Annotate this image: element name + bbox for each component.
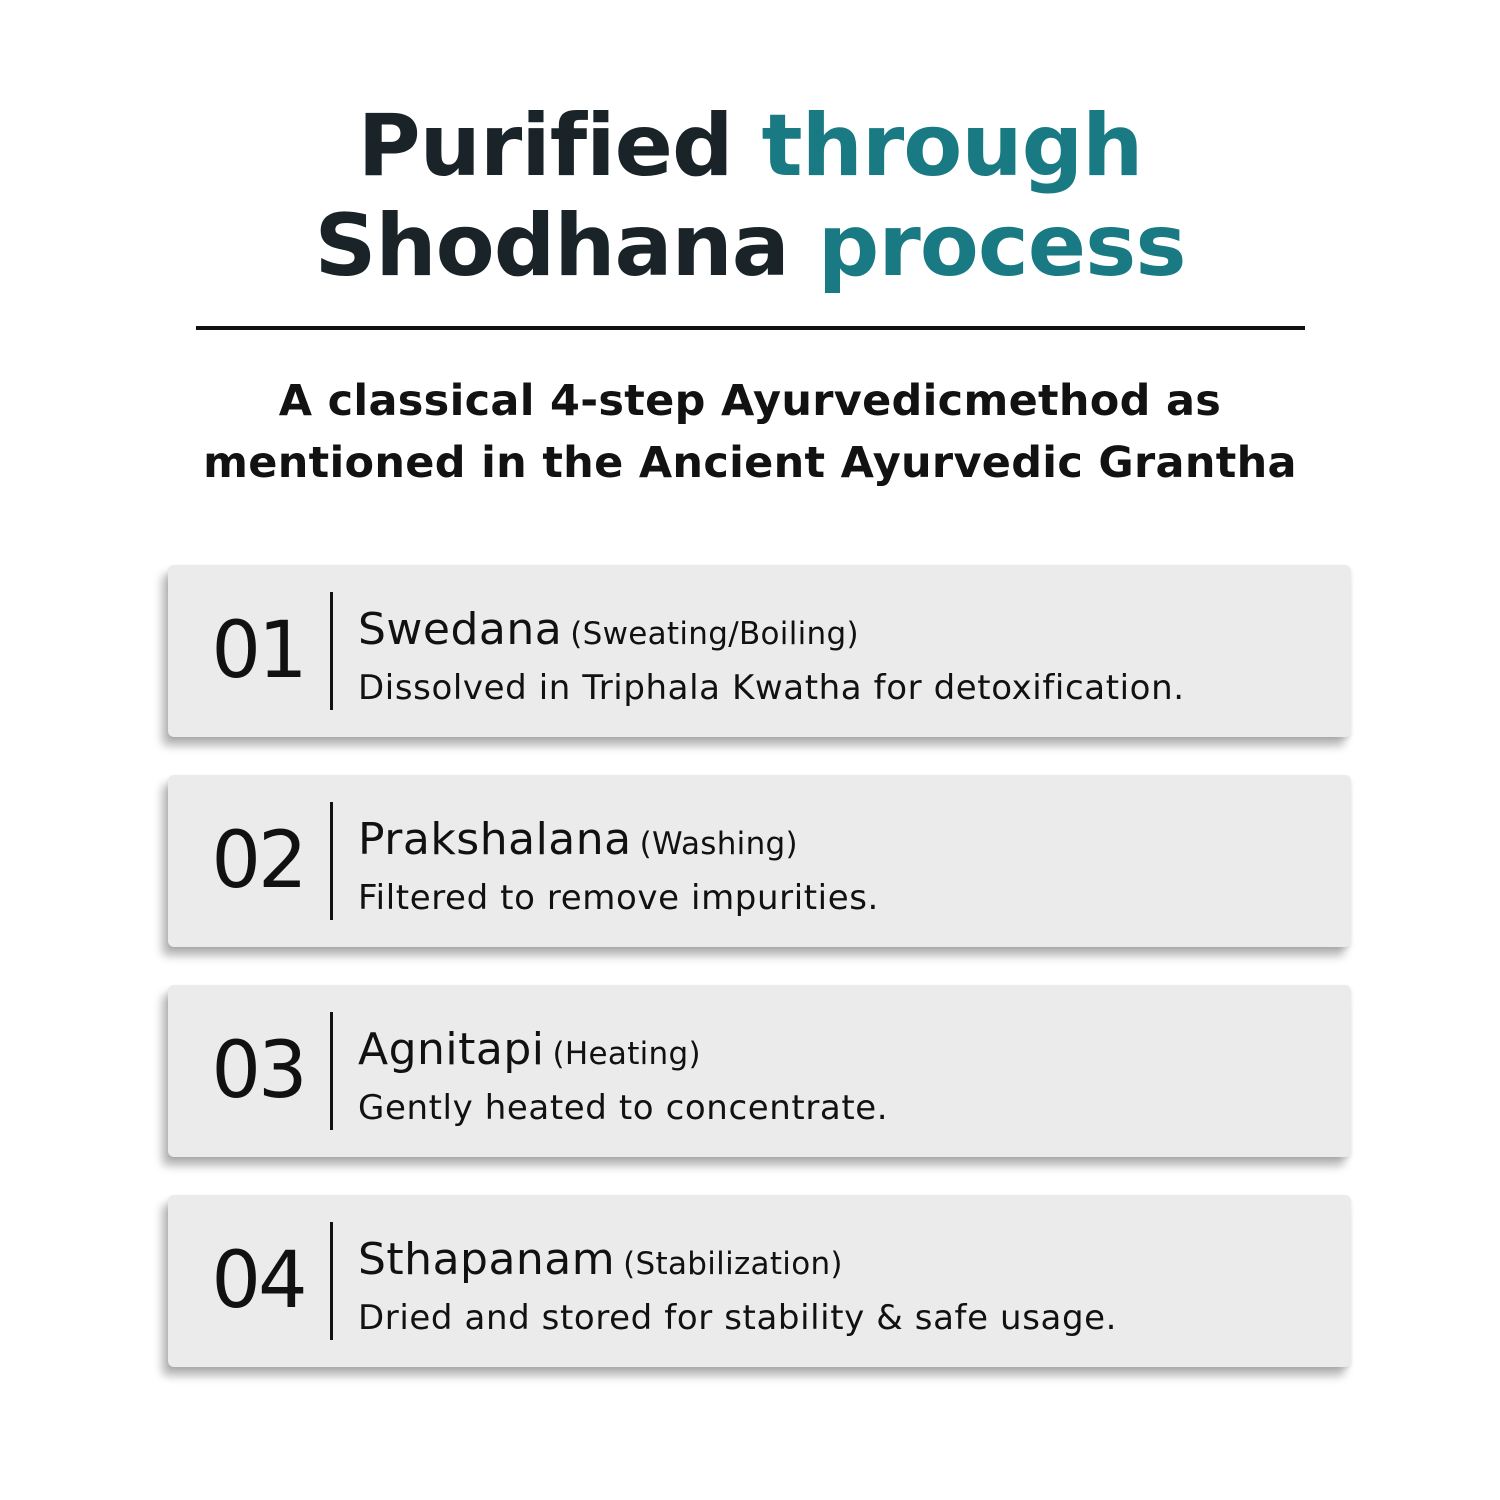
step-heading [358, 603, 1338, 666]
page-title [0, 96, 1500, 296]
step-name: Swedana [358, 604, 563, 655]
step-name: Sthapanam [358, 1234, 616, 1285]
title-line-1 [0, 96, 1500, 196]
step-subtitle: (Sweating/Boiling) [570, 616, 859, 652]
step-number: 04 [211, 1236, 305, 1326]
step-number: 02 [211, 816, 305, 906]
step-card-agnitapi [168, 985, 1351, 1157]
title-word-process: process [817, 196, 1186, 296]
step-divider [330, 1222, 333, 1340]
step-heading [358, 1233, 1338, 1296]
step-card-prakshalana [168, 775, 1351, 947]
step-subtitle: (Washing) [639, 826, 798, 862]
subtitle-line-2: mentioned in the Ancient Ayurvedic Grantha [203, 438, 1297, 488]
title-word-through: through [761, 96, 1143, 196]
step-divider [330, 592, 333, 710]
step-description: Dried and stored for stability & safe usage. [358, 1298, 1118, 1338]
title-line-2 [0, 196, 1500, 296]
step-card-swedana [168, 565, 1351, 737]
step-number: 01 [211, 606, 305, 696]
step-subtitle: (Stabilization) [623, 1246, 843, 1282]
step-description: Dissolved in Triphala Kwatha for detoxification. [358, 668, 1185, 708]
step-number: 03 [211, 1026, 305, 1116]
step-heading [358, 1023, 1338, 1086]
step-divider [330, 1012, 333, 1130]
step-text [358, 1233, 1338, 1340]
title-divider [196, 326, 1305, 330]
title-word-purified: Purified [357, 96, 733, 196]
step-description: Gently heated to concentrate. [358, 1088, 889, 1128]
page-subtitle [0, 370, 1500, 494]
step-text [358, 1023, 1338, 1130]
title-word-shodhana: Shodhana [314, 196, 789, 296]
step-text [358, 813, 1338, 920]
step-description: Filtered to remove impurities. [358, 878, 879, 918]
step-subtitle: (Heating) [552, 1036, 701, 1072]
step-name: Agnitapi [358, 1024, 545, 1075]
steps-list [168, 565, 1351, 1405]
step-text [358, 603, 1338, 710]
subtitle-line-1: A classical 4-step Ayurvedicmethod as [278, 376, 1222, 426]
step-name: Prakshalana [358, 814, 632, 865]
step-divider [330, 802, 333, 920]
step-heading [358, 813, 1338, 876]
step-card-sthapanam [168, 1195, 1351, 1367]
